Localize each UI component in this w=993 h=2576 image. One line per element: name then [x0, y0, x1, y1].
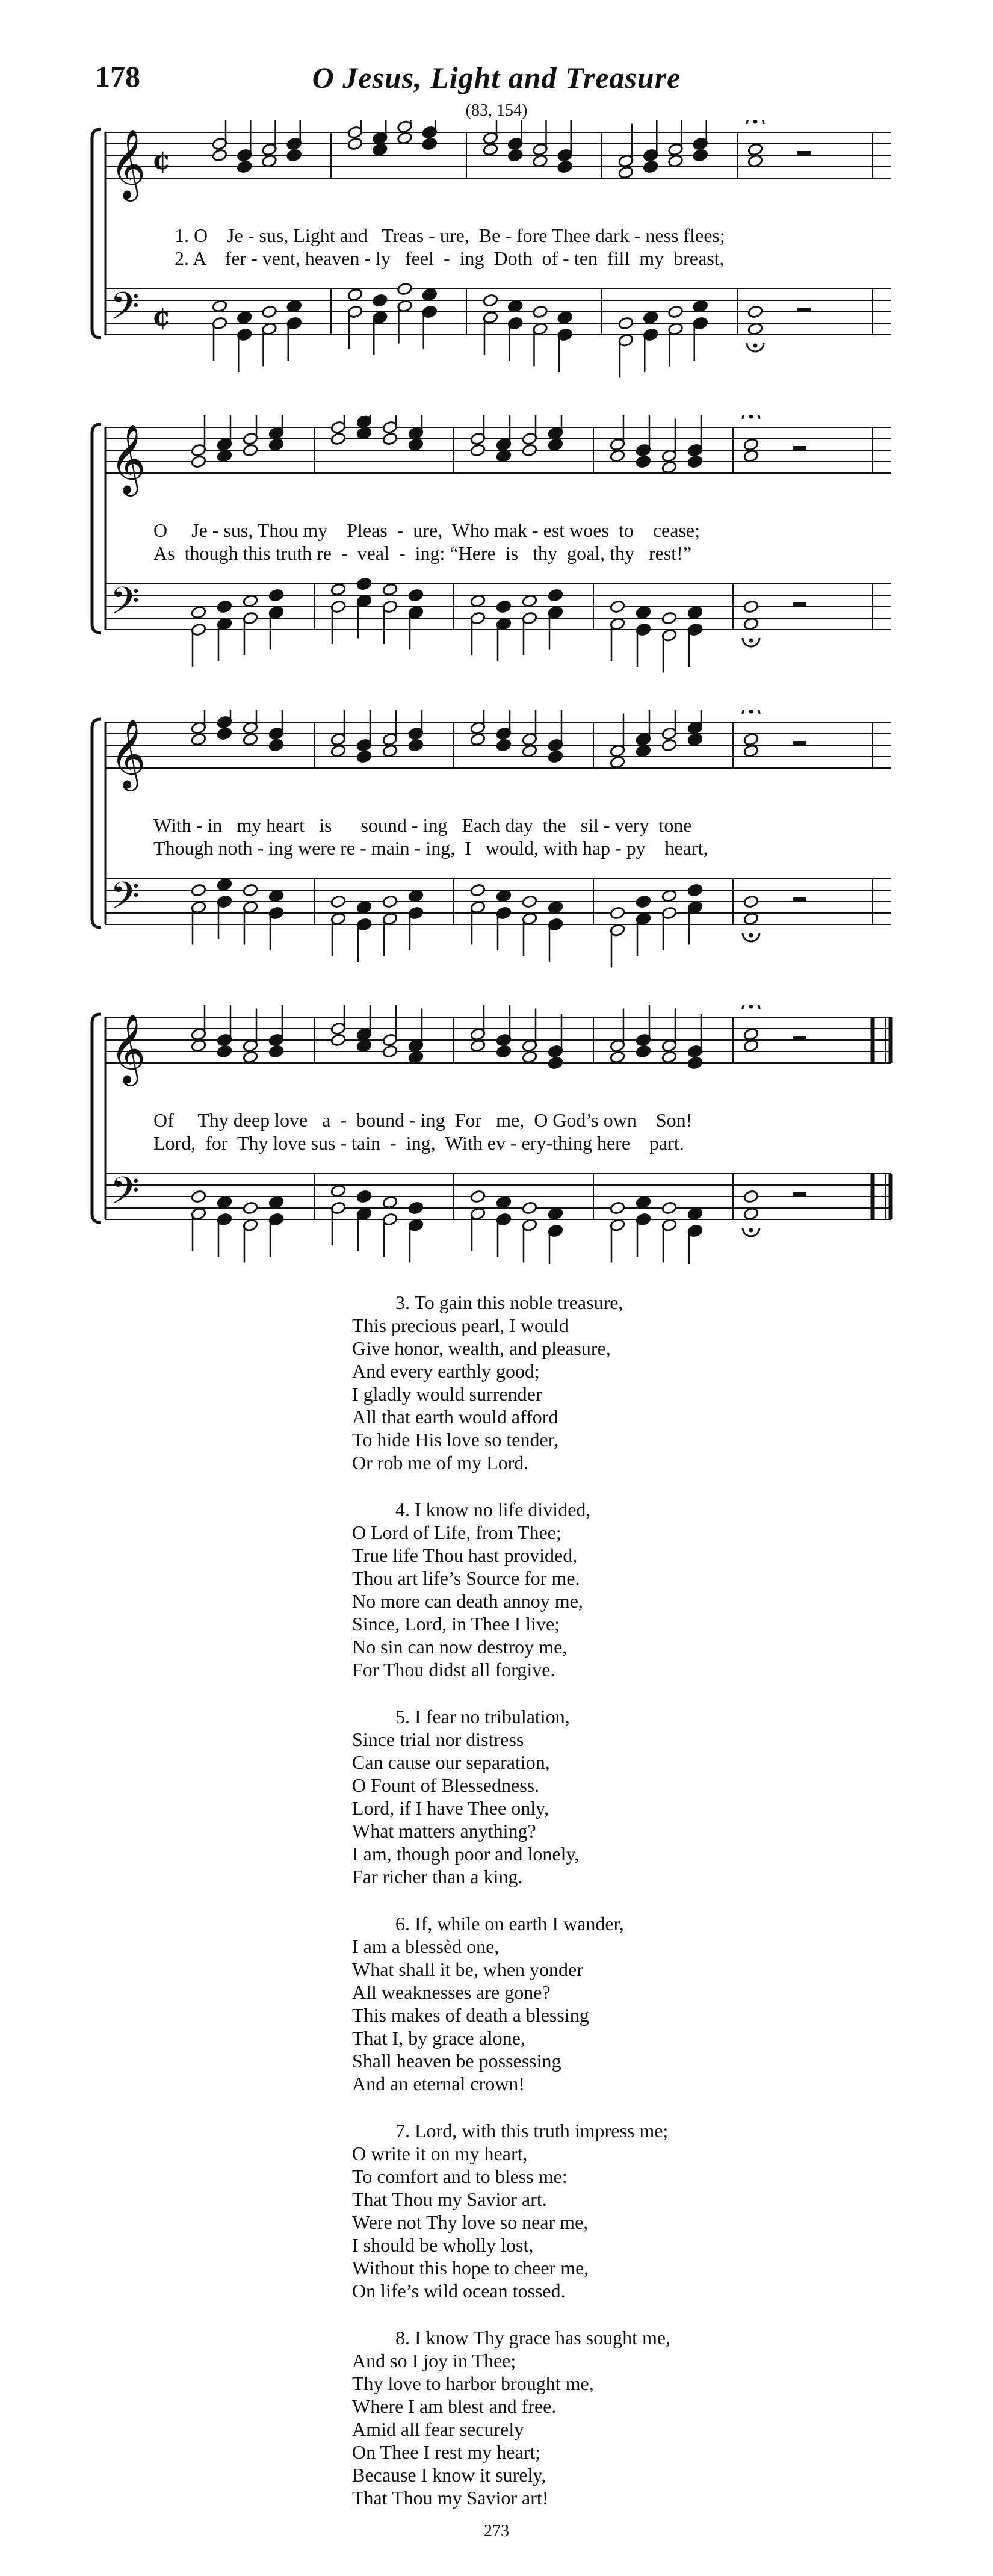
- verse-line: Thou art life’s Source for me.: [352, 1567, 580, 1589]
- verse-line: Or rob me of my Lord.: [352, 1452, 529, 1473]
- verse-line: O Lord of Life, from Thee;: [352, 1522, 561, 1543]
- lyric-line-verse-1: Of Thy deep love a - bound - ing For me, O God’s own Son!: [153, 1109, 693, 1131]
- additional-verses: [352, 1291, 954, 2533]
- verse-line: No sin can now destroy me,: [352, 1636, 568, 1658]
- verse-line: Were not Thy love so near me,: [352, 2211, 589, 2233]
- verse-line: I am, though poor and lonely,: [352, 1843, 580, 1865]
- verse-line: Without this hope to cheer me,: [352, 2257, 589, 2279]
- svg-text:𝄞: 𝄞: [110, 128, 146, 199]
- verse-line: Since trial nor distress: [352, 1729, 524, 1750]
- lyric-line-verse-1: O Je - sus, Thou my Pleas - ure, Who mak - est woes to cease;: [153, 519, 700, 541]
- verse-line: Can cause our separation,: [352, 1751, 550, 1773]
- verse-line: Where I am blest and free.: [352, 2395, 557, 2417]
- verse-line: I should be wholly lost,: [352, 2234, 534, 2256]
- verse-line: O Fount of Blessedness.: [352, 1774, 540, 1796]
- verse-line: Since, Lord, in Thee I live;: [352, 1613, 560, 1635]
- verse-line: And every earthly good;: [352, 1360, 540, 1382]
- verse-line: Amid all fear securely: [352, 2418, 524, 2440]
- verse-line: I am a blessèd one,: [352, 1936, 500, 1957]
- verse-line: 7. Lord, with this truth impress me;: [395, 2120, 669, 2141]
- verse-line: On Thee I rest my heart;: [352, 2441, 541, 2463]
- verse-line: O write it on my heart,: [352, 2143, 528, 2164]
- verse-line: 6. If, while on earth I wander,: [395, 1913, 624, 1934]
- verse-line: What matters anything?: [352, 1820, 536, 1842]
- verse-line: Give honor, wealth, and pleasure,: [352, 1337, 611, 1359]
- music-system-1: [84, 120, 903, 379]
- hymn-number: 178: [95, 60, 140, 93]
- verse-line: This precious pearl, I would: [352, 1314, 569, 1336]
- lyric-line-verse-2: As though this truth re - veal - ing: “Here is thy goal, thy rest!”: [153, 542, 692, 564]
- verse-line: All that earth would afford: [352, 1406, 558, 1428]
- page-number: 273: [484, 2522, 509, 2540]
- verse-line: What shall it be, when yonder: [352, 1958, 583, 1980]
- verse-6: [352, 1912, 954, 2095]
- svg-text:¢: ¢: [152, 302, 171, 332]
- verse-line: Far richer than a king.: [352, 1866, 523, 1887]
- verse-line: That I, by grace alone,: [352, 2027, 525, 2049]
- verse-5: [352, 1705, 954, 1888]
- verse-line: For Thou didst all forgive.: [352, 1659, 555, 1680]
- music-system-2: [84, 415, 903, 674]
- verse-line: To comfort and to bless me:: [352, 2166, 568, 2187]
- verse-line: Thy love to harbor brought me,: [352, 2373, 594, 2394]
- svg-text:𝄢: 𝄢: [110, 578, 140, 632]
- verse-line: On life’s wild ocean tossed.: [352, 2280, 566, 2302]
- verse-line: To hide His love so tender,: [352, 1429, 559, 1451]
- verse-line: That Thou my Savior art!: [352, 2487, 549, 2509]
- verse-line: True life Thou hast provided,: [352, 1544, 578, 1566]
- verse-line: That Thou my Savior art.: [352, 2188, 547, 2210]
- music-system-3: [84, 710, 903, 969]
- lyric-line-verse-2: Lord, for Thy love sus - tain - ing, With ev - ery-thing here part.: [153, 1132, 684, 1154]
- music-system-4: [84, 1005, 903, 1264]
- verse-line: And an eternal crown!: [352, 2073, 525, 2095]
- svg-text:𝄞: 𝄞: [110, 423, 146, 494]
- tune-reference: (83, 154): [465, 101, 528, 120]
- verse-8: [352, 2326, 954, 2509]
- verse-line: 3. To gain this noble treasure,: [395, 1292, 623, 1313]
- verse-line: Shall heaven be possessing: [352, 2050, 561, 2072]
- verse-line: All weaknesses are gone?: [352, 1981, 551, 2003]
- verse-line: 5. I fear no tribulation,: [395, 1706, 570, 1727]
- verse-line: Because I know it surely,: [352, 2464, 546, 2486]
- verse-7: [352, 2119, 954, 2302]
- verse-line: No more can death annoy me,: [352, 1590, 583, 1612]
- lyric-line-verse-2: Though noth - ing were re - main - ing, I would, with hap - py heart,: [153, 837, 708, 859]
- hymn-title: O Jesus, Light and Treasure: [312, 61, 681, 94]
- verse-line: This makes of death a blessing: [352, 2004, 589, 2026]
- verse-line: And so I joy in Thee;: [352, 2350, 516, 2371]
- lyric-line-verse-1: 1. O Je - sus, Light and Treas - ure, Be - fore Thee dark - ness flees;: [175, 224, 725, 246]
- verse-3: [352, 1291, 954, 1474]
- verse-line: I gladly would surrender: [352, 1383, 542, 1405]
- svg-text:¢: ¢: [152, 145, 171, 176]
- svg-text:𝄞: 𝄞: [110, 1013, 146, 1083]
- verse-line: 4. I know no life divided,: [395, 1499, 591, 1520]
- svg-text:𝄢: 𝄢: [110, 873, 140, 927]
- svg-text:𝄞: 𝄞: [110, 718, 146, 788]
- verse-line: 8. I know Thy grace has sought me,: [395, 2327, 671, 2348]
- verse-4: [352, 1498, 954, 1681]
- svg-text:𝄢: 𝄢: [110, 283, 140, 337]
- verse-line: Lord, if I have Thee only,: [352, 1797, 549, 1819]
- lyric-line-verse-2: 2. A fer - vent, heaven - ly feel - ing Doth of - ten fill my breast,: [175, 247, 725, 269]
- lyric-line-verse-1: With - in my heart is sound - ing Each day the sil - very tone: [153, 814, 692, 836]
- svg-text:𝄢: 𝄢: [110, 1168, 140, 1222]
